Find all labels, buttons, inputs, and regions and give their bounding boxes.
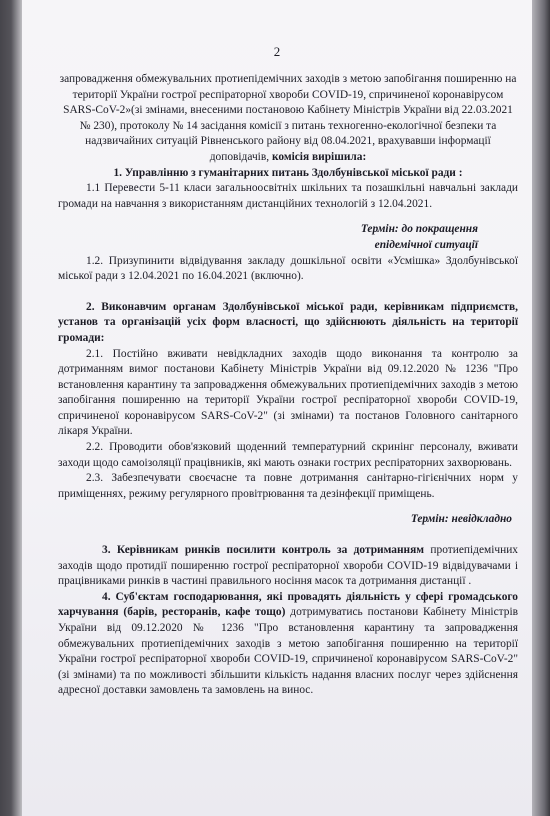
section4-text: дотримуватись постанови Кабінету Міністрів України від 09.12.2020 № 1236 "Про встановлення карантину та запровадження обмежувальних протиепідемічних заходів з метою запобігання поширенню на території України гострої респіраторної хвороби COVID-19, спричиненої коронавірусом SARS-CoV-2" (зі змінами) та по можливості збільшити кількість надання власних послуг через здійснення адресної доставки замовлень та замовлень на винос. <box>58 606 518 697</box>
item-2-1: 2.1. Постійно вживати невідкладних заходів щодо виконання та контролю за дотриманням вимог постанови Кабінету Міністрів України від 09.12.2020 № 1236 "Про встановлення карантину та запровадження обмежувальних протиепідемічних заходів з метою запобігання поширенню на території України гострої респіраторної хвороби COVID-19, спричиненої коронавірусом SARS-CoV-2" (зі змінами) та постанов Головного санітарного лікаря України. <box>58 347 518 438</box>
section4-paragraph <box>58 590 518 699</box>
section1-heading: 1. Управлінню з гуманітарних питань Здолбунівської міської ради : <box>113 166 463 179</box>
section4-heading: 4. Суб'єктам господарювання, які провадять діяльність у сфері громадського харчування (барів, ресторанів, кафе тощо) <box>58 590 518 619</box>
item-2-3: 2.3. Забезпечувати своєчасне та повне дотримання санітарно-гігієнічних норм у приміщеннях, режиму регулярного провітрювання та дезінфекції приміщень. <box>58 472 518 500</box>
section3-paragraph <box>58 543 518 590</box>
section3-heading: 3. Керівникам ринків посилити контроль за дотриманням <box>102 544 425 557</box>
deadline-2: Термін: невідкладно <box>410 513 512 526</box>
section2-heading: 2. Виконавчим органам Здолбунівської міської ради, керівникам підприємств, установ та організацій усіх форм власності, що здійснюють діяльність на території громади: <box>58 300 518 344</box>
commission-decided: комісія вирішила: <box>271 150 367 163</box>
item-2-2: 2.2. Проводити обов'язковий щоденний температурний скринінг персоналу, вживати заходи щодо самоізоляції працівників, які мають ознаки гострих респіраторних захворювань. <box>58 441 518 469</box>
intro-paragraph <box>58 72 518 166</box>
deadline-1-line2: епідемічної ситуації <box>374 238 478 251</box>
section3-text: протиепідемічних заходів щодо протидії поширенню гострої респіраторної хвороби COVID-19 відвідувачами і працівниками ринків в частині правильного носіння масок та дотримання дистанції . <box>58 544 518 588</box>
item-1-2: 1.2. Призупинити відвідування закладу дошкільної освіти «Усмішка» Здолбунівської міської ради з 12.04.2021 по 16.04.2021 (включно). <box>58 254 518 283</box>
intro-text: запровадження обмежувальних протиепідемічних заходів з метою запобігання поширенню на території України гострої респіраторної хвороби COVID-19, спричиненої коронавірусом SARS-CoV-2»(зі змінами, внесеними постановою Кабінету Міністрів України від 22.03.2021 № 230), протоколу № 14 засідання комісії з питань техногенно-екологічної безпеки та надзвичайних ситуацій Рівненського району від 08.04.2021, врахувавши інформації доповідачів, <box>59 73 517 163</box>
item-1-1: 1.1 Перевести 5-11 класи загальноосвітніх шкільних та позашкільні навчальні заклади громади на навчання з використанням дистанційних технологій з 12.04.2021. <box>58 182 518 210</box>
document-body <box>58 72 518 699</box>
deadline-1-line1: Термін: до покращення <box>360 223 478 236</box>
document-page <box>22 0 532 816</box>
page-number: 2 <box>273 44 281 59</box>
